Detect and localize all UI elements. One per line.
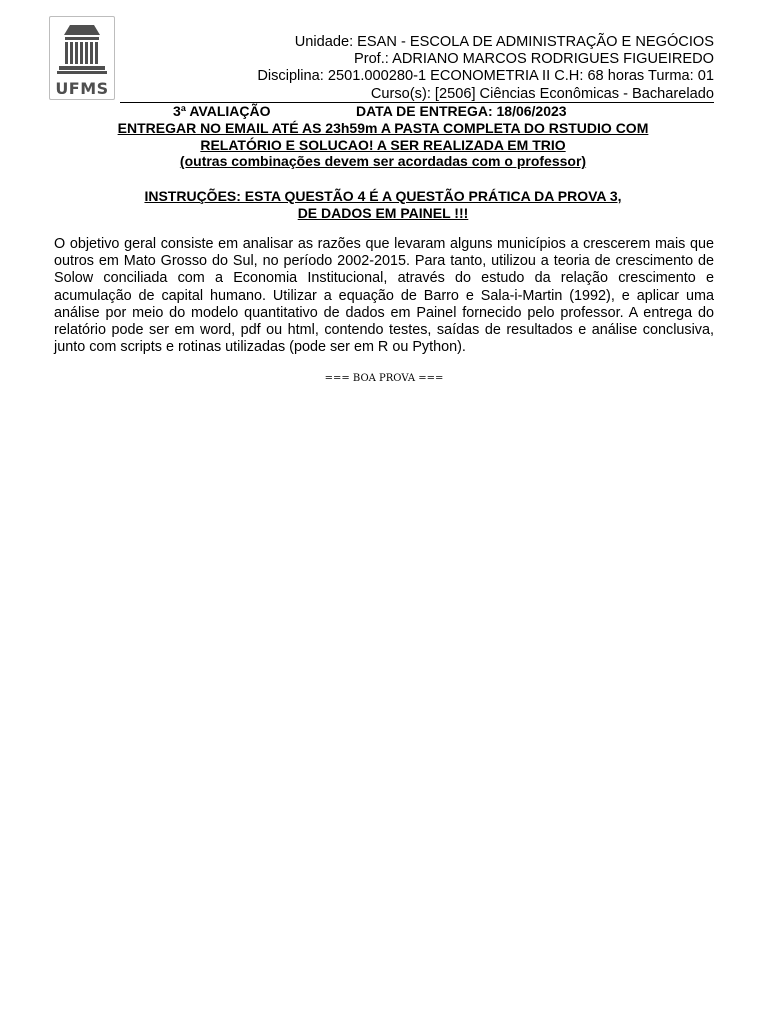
- instructions-line2: DE DADOS EM PAINEL !!!: [297, 204, 469, 221]
- ufms-logo: [49, 16, 115, 100]
- instructions-heading: [52, 188, 714, 222]
- course-header: [257, 34, 714, 103]
- other-combinations-note: (outras combinações devem ser acordadas com o professor): [179, 153, 587, 170]
- disciplina-line: Disciplina: 2501.000280-1 ECONOMETRIA II C.H: 68 horas Turma: 01: [257, 68, 714, 85]
- instructions-line1: INSTRUÇÕES: ESTA QUESTÃO 4 É A QUESTÃO PRÁTICA DA PROVA 3,: [144, 188, 622, 204]
- logo-text: UFMS: [55, 79, 109, 98]
- submission-instructions-line1: ENTREGAR NO EMAIL ATÉ AS 23h59m A PASTA COMPLETA DO RSTUDIO COM: [117, 119, 649, 136]
- objective-paragraph: O objetivo geral consiste em analisar as razões que levaram alguns municípios a crescerem mais que outros em Mato Grosso do Sul, no período 2002-2015. Para tanto, utilizou a teoria de crescimento de Solow conciliada com a Economia Institucional, através do estudo da relação crescimento e acumulação de capital humano. Utilizar a equação de Barro e Sala-i-Martin (1992), e aplicar uma análise por meio do modelo quantitativo de dados em Painel fornecido pelo professor. A entrega do relatório pode ser em word, pdf ou html, contendo testes, saídas de resultados e análise conclusiva, junto com scripts e rotinas utilizadas (pode ser em R ou Python).: [54, 236, 714, 356]
- curso-line: Curso(s): [2506] Ciências Econômicas - Bacharelado: [370, 85, 714, 102]
- exam-info: [52, 103, 714, 170]
- submission-instructions-line2: RELATÓRIO E SOLUCAO! A SER REALIZADA EM TRIO: [200, 136, 566, 153]
- due-date: DATA DE ENTREGA: 18/06/2023: [356, 103, 567, 119]
- professor-line: Prof.: ADRIANO MARCOS RODRIGUES FIGUEIREDO: [353, 51, 714, 68]
- evaluation-row: [52, 103, 714, 120]
- closing-text: === BOA PROVA ===: [324, 373, 444, 384]
- unidade-line: Unidade: ESAN - ESCOLA DE ADMINISTRAÇÃO E NEGÓCIOS: [294, 34, 714, 50]
- evaluation-title: 3ª AVALIAÇÃO: [173, 103, 271, 119]
- university-building-emblem-icon: [56, 21, 108, 75]
